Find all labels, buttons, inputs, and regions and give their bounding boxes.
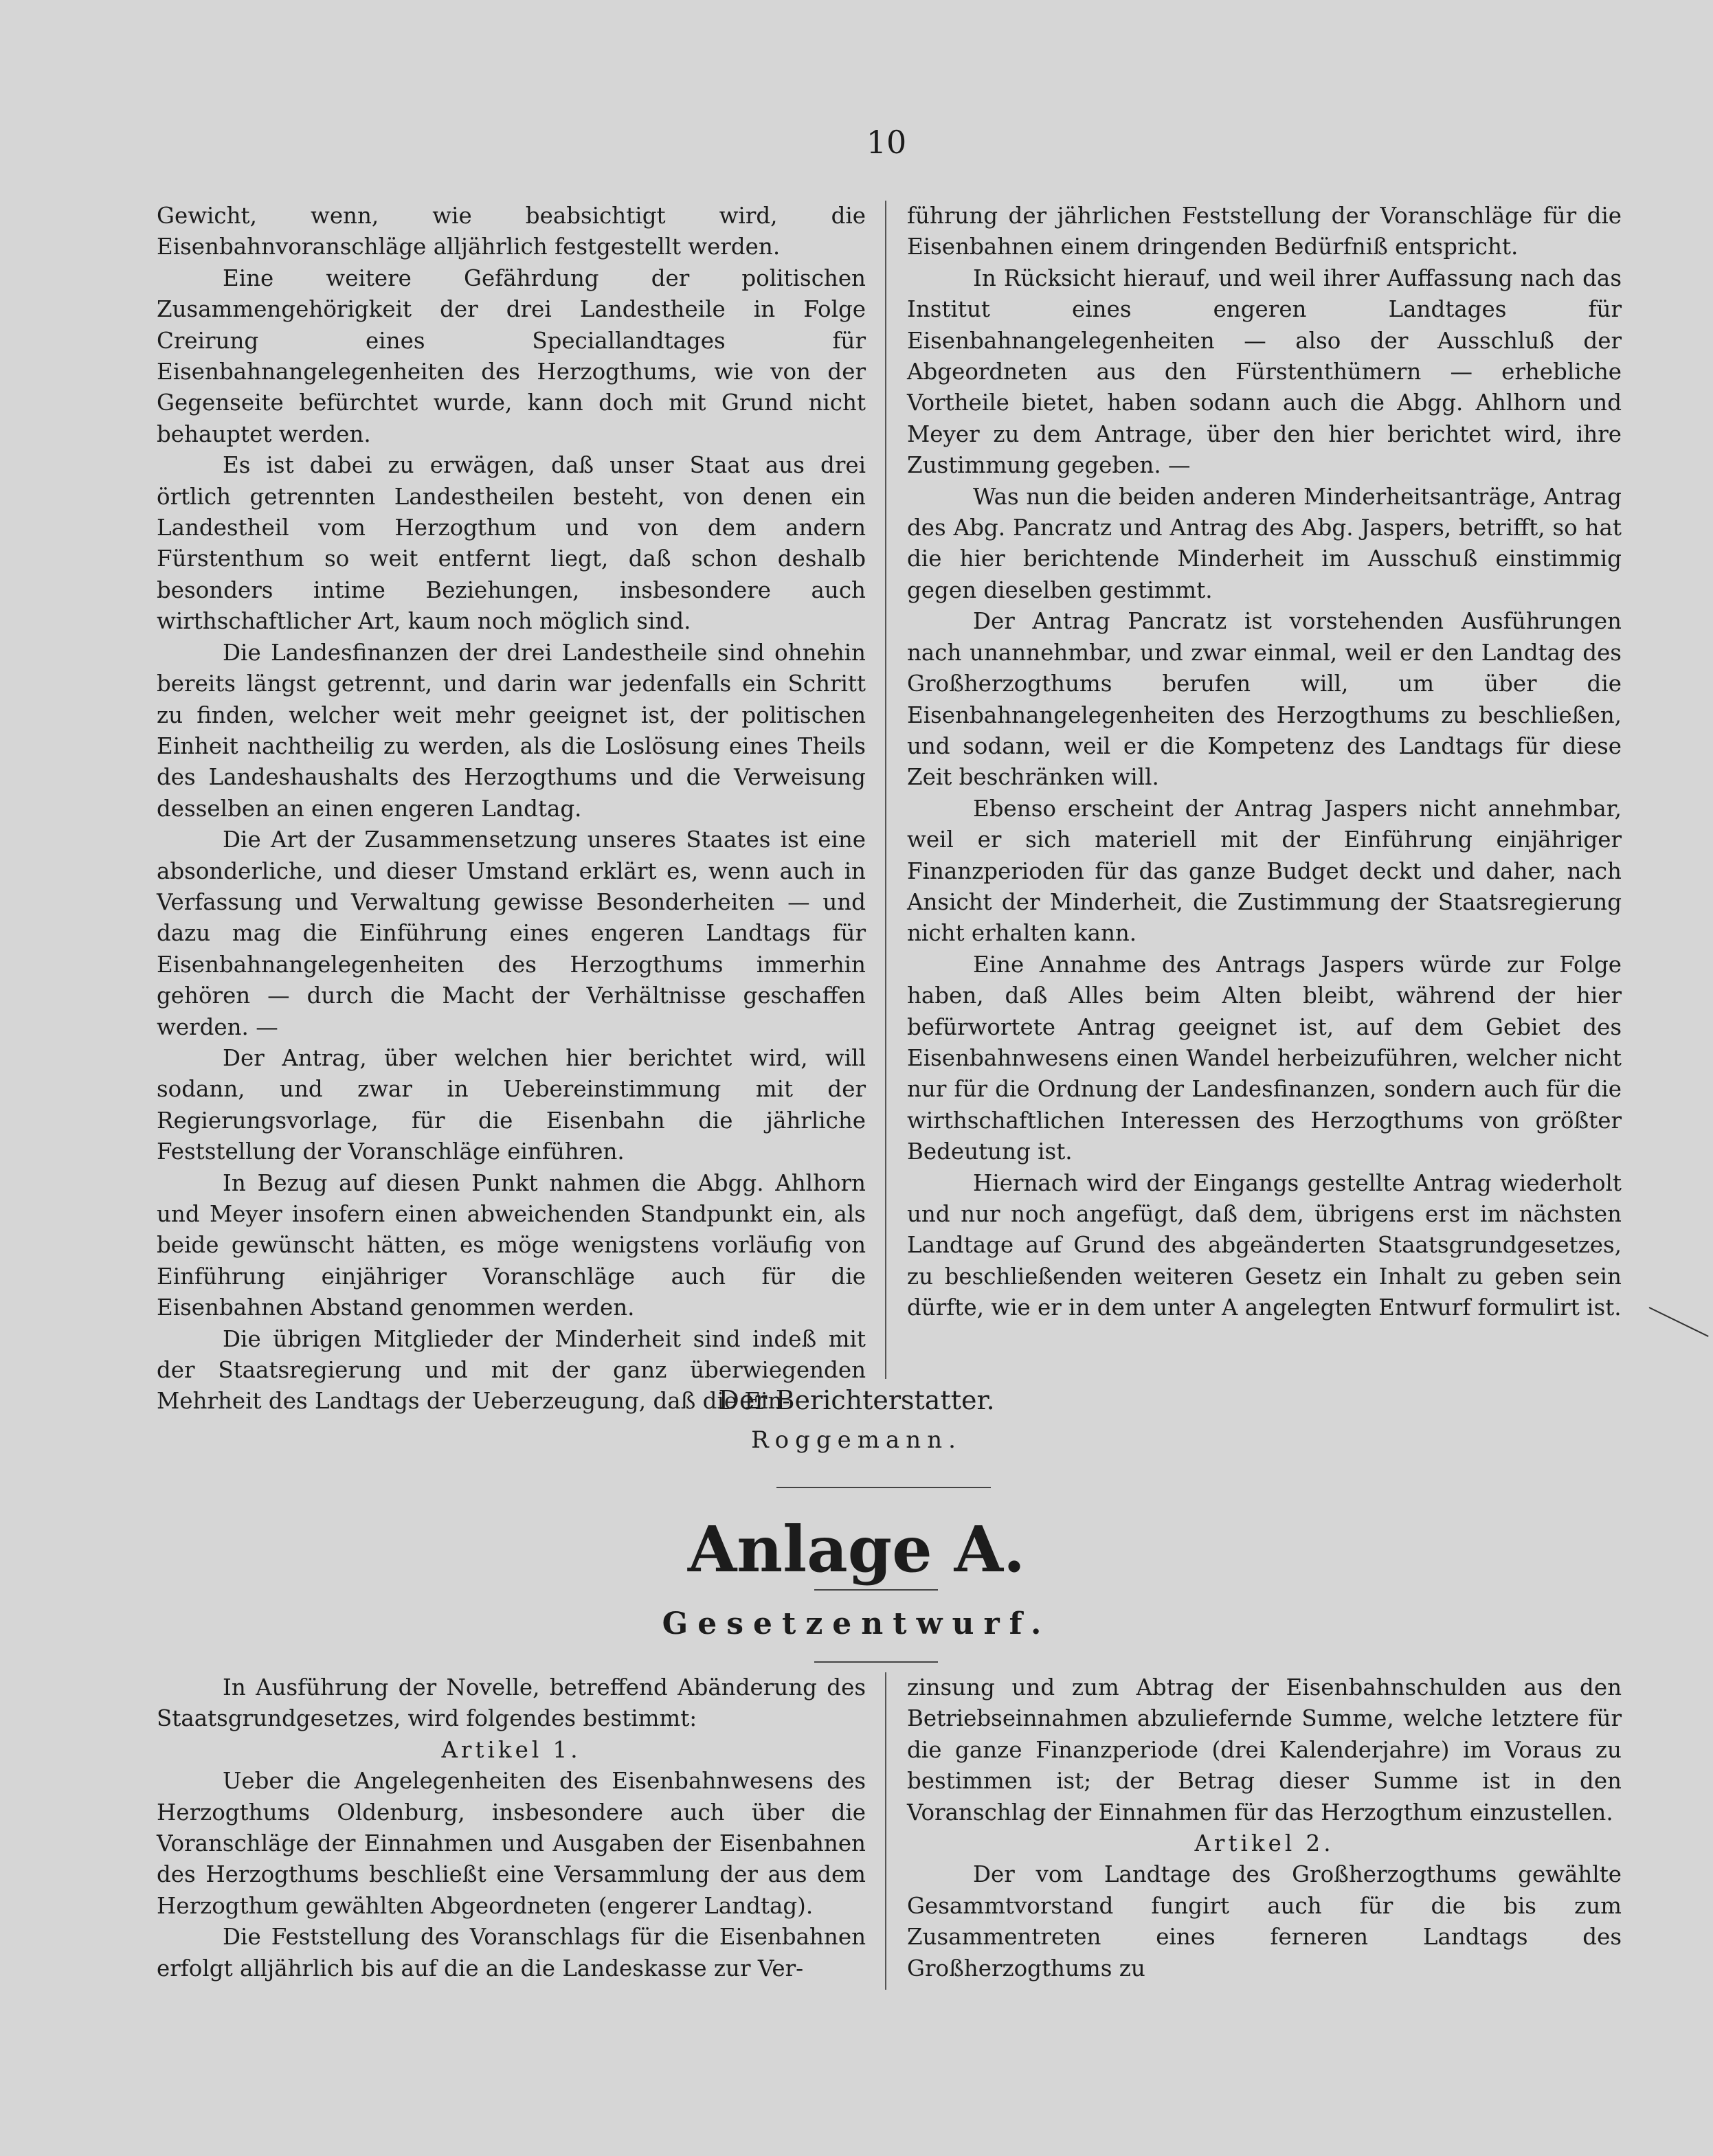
margin-pen-mark [1649, 1307, 1709, 1337]
paragraph: Gewicht, wenn, wie beabsichtigt wird, die Eisenbahnvoranschläge alljährlich festgestellt werden. [157, 203, 866, 260]
paragraph: Der vom Landtage des Großherzogthums gewählte Gesammtvorstand fungirt auch für die bis zum Zusammentreten eines ferneren Landtags des Großherzogthums zu [907, 1861, 1622, 1981]
paragraph: Was nun die beiden anderen Minderheitsanträge, Antrag des Abg. Pancratz und Antrag des Abg. Jaspers, betrifft, so hat die hier berichtende Minderheit im Ausschuß einstimmig gegen dieselben gestimmt. [907, 483, 1622, 603]
signature-title: Der Berichterstatter. [718, 1385, 995, 1415]
paragraph: Die Art der Zusammensetzung unseres Staates ist eine absonderliche, und dieser Umstand erklärt es, wenn auch in Verfassung und Verwaltung gewisse Besonderheiten — und dazu mag die Einführung eines engeren Landtags für Eisenbahnangelegenheiten des Herzogthums immerhin gehören — durch die Macht der Verhältnisse geschaffen werden. — [157, 827, 866, 1040]
draft-column-right [907, 1672, 1622, 1984]
intro-paragraph: In Ausführung der Novelle, betreffend Abänderung des Staatsgrundgesetzes, wird folgendes bestimmt: [157, 1674, 866, 1732]
heading-divider [814, 1661, 938, 1663]
report-column-left [157, 201, 866, 1417]
paragraph: Die Feststellung des Voranschlags für die Eisenbahnen erfolgt alljährlich bis auf die an die Landeskasse zur Ver- [157, 1924, 866, 1981]
paragraph: Die übrigen Mitglieder der Minderheit sind indeß mit der Staatsregierung und mit der ganz überwiegenden Mehrheit des Landtags der Ueberzeugung, daß die Ein- [157, 1325, 866, 1415]
paragraph: zinsung und zum Abtrag der Eisenbahnschulden aus den Betriebseinnahmen abzuliefernde Summe, welche letztere für die ganze Finanzperiode (drei Kalenderjahre) im Voraus zu bestimmen ist; der Betrag dieser Summe ist in den Voranschlag der Einnahmen für das Herzogthum einzustellen. [907, 1674, 1622, 1826]
report-column-right [907, 201, 1622, 1324]
paragraph: Es ist dabei zu erwägen, daß unser Staat aus drei örtlich getrennten Landestheilen besteht, von denen ein Landestheil vom Herzogthum und von dem andern Fürstenthum so weit entfernt liegt, daß schon deshalb besonders intime Beziehungen, insbesondere auch wirthschaftlicher Art, kaum noch möglich sind. [157, 452, 866, 635]
paragraph: Eine Annahme des Antrags Jaspers würde zur Folge haben, daß Alles beim Alten bleibt, während der hier befürwortete Antrag geeignet ist, auf dem Gebiet des Eisenbahnwesens einen Wandel herbeizuführen, welcher nicht nur für die Ordnung der Landesfinanzen, sondern auch für die wirthschaftlichen Interessen des Herzogthums von größter Bedeutung ist. [907, 951, 1622, 1165]
paragraph: Die Landesfinanzen der drei Landestheile sind ohnehin bereits längst getrennt, und darin war jedenfalls ein Schritt zu finden, welcher weit mehr geeignet ist, der politischen Einheit nachtheilig zu werden, als die Loslösung eines Theils des Landeshaushalts des Herzogthums und die Verweisung desselben an einen engeren Landtag. [157, 639, 866, 822]
column-divider [885, 201, 886, 1379]
article-1-heading: Artikel 1. [441, 1736, 581, 1763]
section-divider [776, 1487, 991, 1488]
draft-column-left [157, 1672, 866, 1984]
paragraph: In Rücksicht hierauf, und weil ihrer Auffassung nach das Institut eines engeren Landtages für Eisenbahnangelegenheiten — also der Ausschluß der Abgeordneten aus den Fürstenthümern — erhebliche Vortheile bietet, haben sodann auch die Abgg. Ahlhorn und Meyer zu dem Antrage, über den hier berichtet wird, ihre Zustimmung gegeben. — [907, 265, 1622, 479]
signature-name: Roggemann. [751, 1426, 962, 1454]
paragraph: Ueber die Angelegenheiten des Eisenbahnwesens des Herzogthums Oldenburg, insbesondere auch über die Voranschläge der Einnahmen und Ausgaben der Eisenbahnen des Herzogthums beschließt eine Versammlung der aus dem Herzogthum gewählten Abgeordneten (engerer Landtag). [157, 1768, 866, 1919]
paragraph: Der Antrag, über welchen hier berichtet wird, will sodann, und zwar in Uebereinstimmung mit der Regierungsvorlage, für die Eisenbahn die jährliche Feststellung der Voranschläge einführen. [157, 1044, 866, 1165]
page-number: 10 [866, 124, 907, 161]
paragraph: führung der jährlichen Feststellung der Voranschläge für die Eisenbahnen einem dringenden Bedürfniß entspricht. [907, 203, 1622, 260]
paragraph: Hiernach wird der Eingangs gestellte Antrag wiederholt und nur noch angefügt, daß dem, übrigens erst im nächsten Landtage auf Grund des abgeänderten Staatsgrundgesetzes, zu beschließenden weiteren Gesetz ein Inhalt zu geben sein dürfte, wie er in dem unter A angelegten Entwurf formulirt ist. [907, 1169, 1622, 1321]
paragraph: Eine weitere Gefährdung der politischen Zusammengehörigkeit der drei Landestheile in Folge Creirung eines Speciallandtages für Eisenbahnangelegenheiten des Herzogthums, wie von der Gegenseite befürchtet wurde, kann doch mit Grund nicht behauptet werden. [157, 265, 866, 447]
article-2-heading: Artikel 2. [1194, 1830, 1334, 1857]
draft-heading: Gesetzentwurf. [662, 1606, 1051, 1641]
paragraph: Ebenso erscheint der Antrag Jaspers nicht annehmbar, weil er sich materiell mit der Einführung einjähriger Finanzperioden für das ganze Budget deckt und daher, nach Ansicht der Minderheit, die Zustimmung der Staatsregierung nicht erhalten kann. [907, 795, 1622, 947]
column-divider [885, 1672, 886, 1990]
paragraph: In Bezug auf diesen Punkt nahmen die Abgg. Ahlhorn und Meyer insofern einen abweichenden Standpunkt ein, als beide gewünscht hätten, es möge wenigstens vorläufig von Einführung einjähriger Voranschläge auch für die Eisenbahnen Abstand genommen werden. [157, 1169, 866, 1321]
paragraph: Der Antrag Pancratz ist vorstehenden Ausführungen nach unannehmbar, und zwar einmal, weil er den Landtag des Großherzogthums berufen will, um über die Eisenbahnangelegenheiten des Herzogthums zu beschließen, und sodann, weil er die Kompetenz des Landtags für diese Zeit beschränken will. [907, 608, 1622, 791]
annex-heading: Anlage A. [687, 1512, 1026, 1586]
heading-divider [814, 1589, 938, 1591]
